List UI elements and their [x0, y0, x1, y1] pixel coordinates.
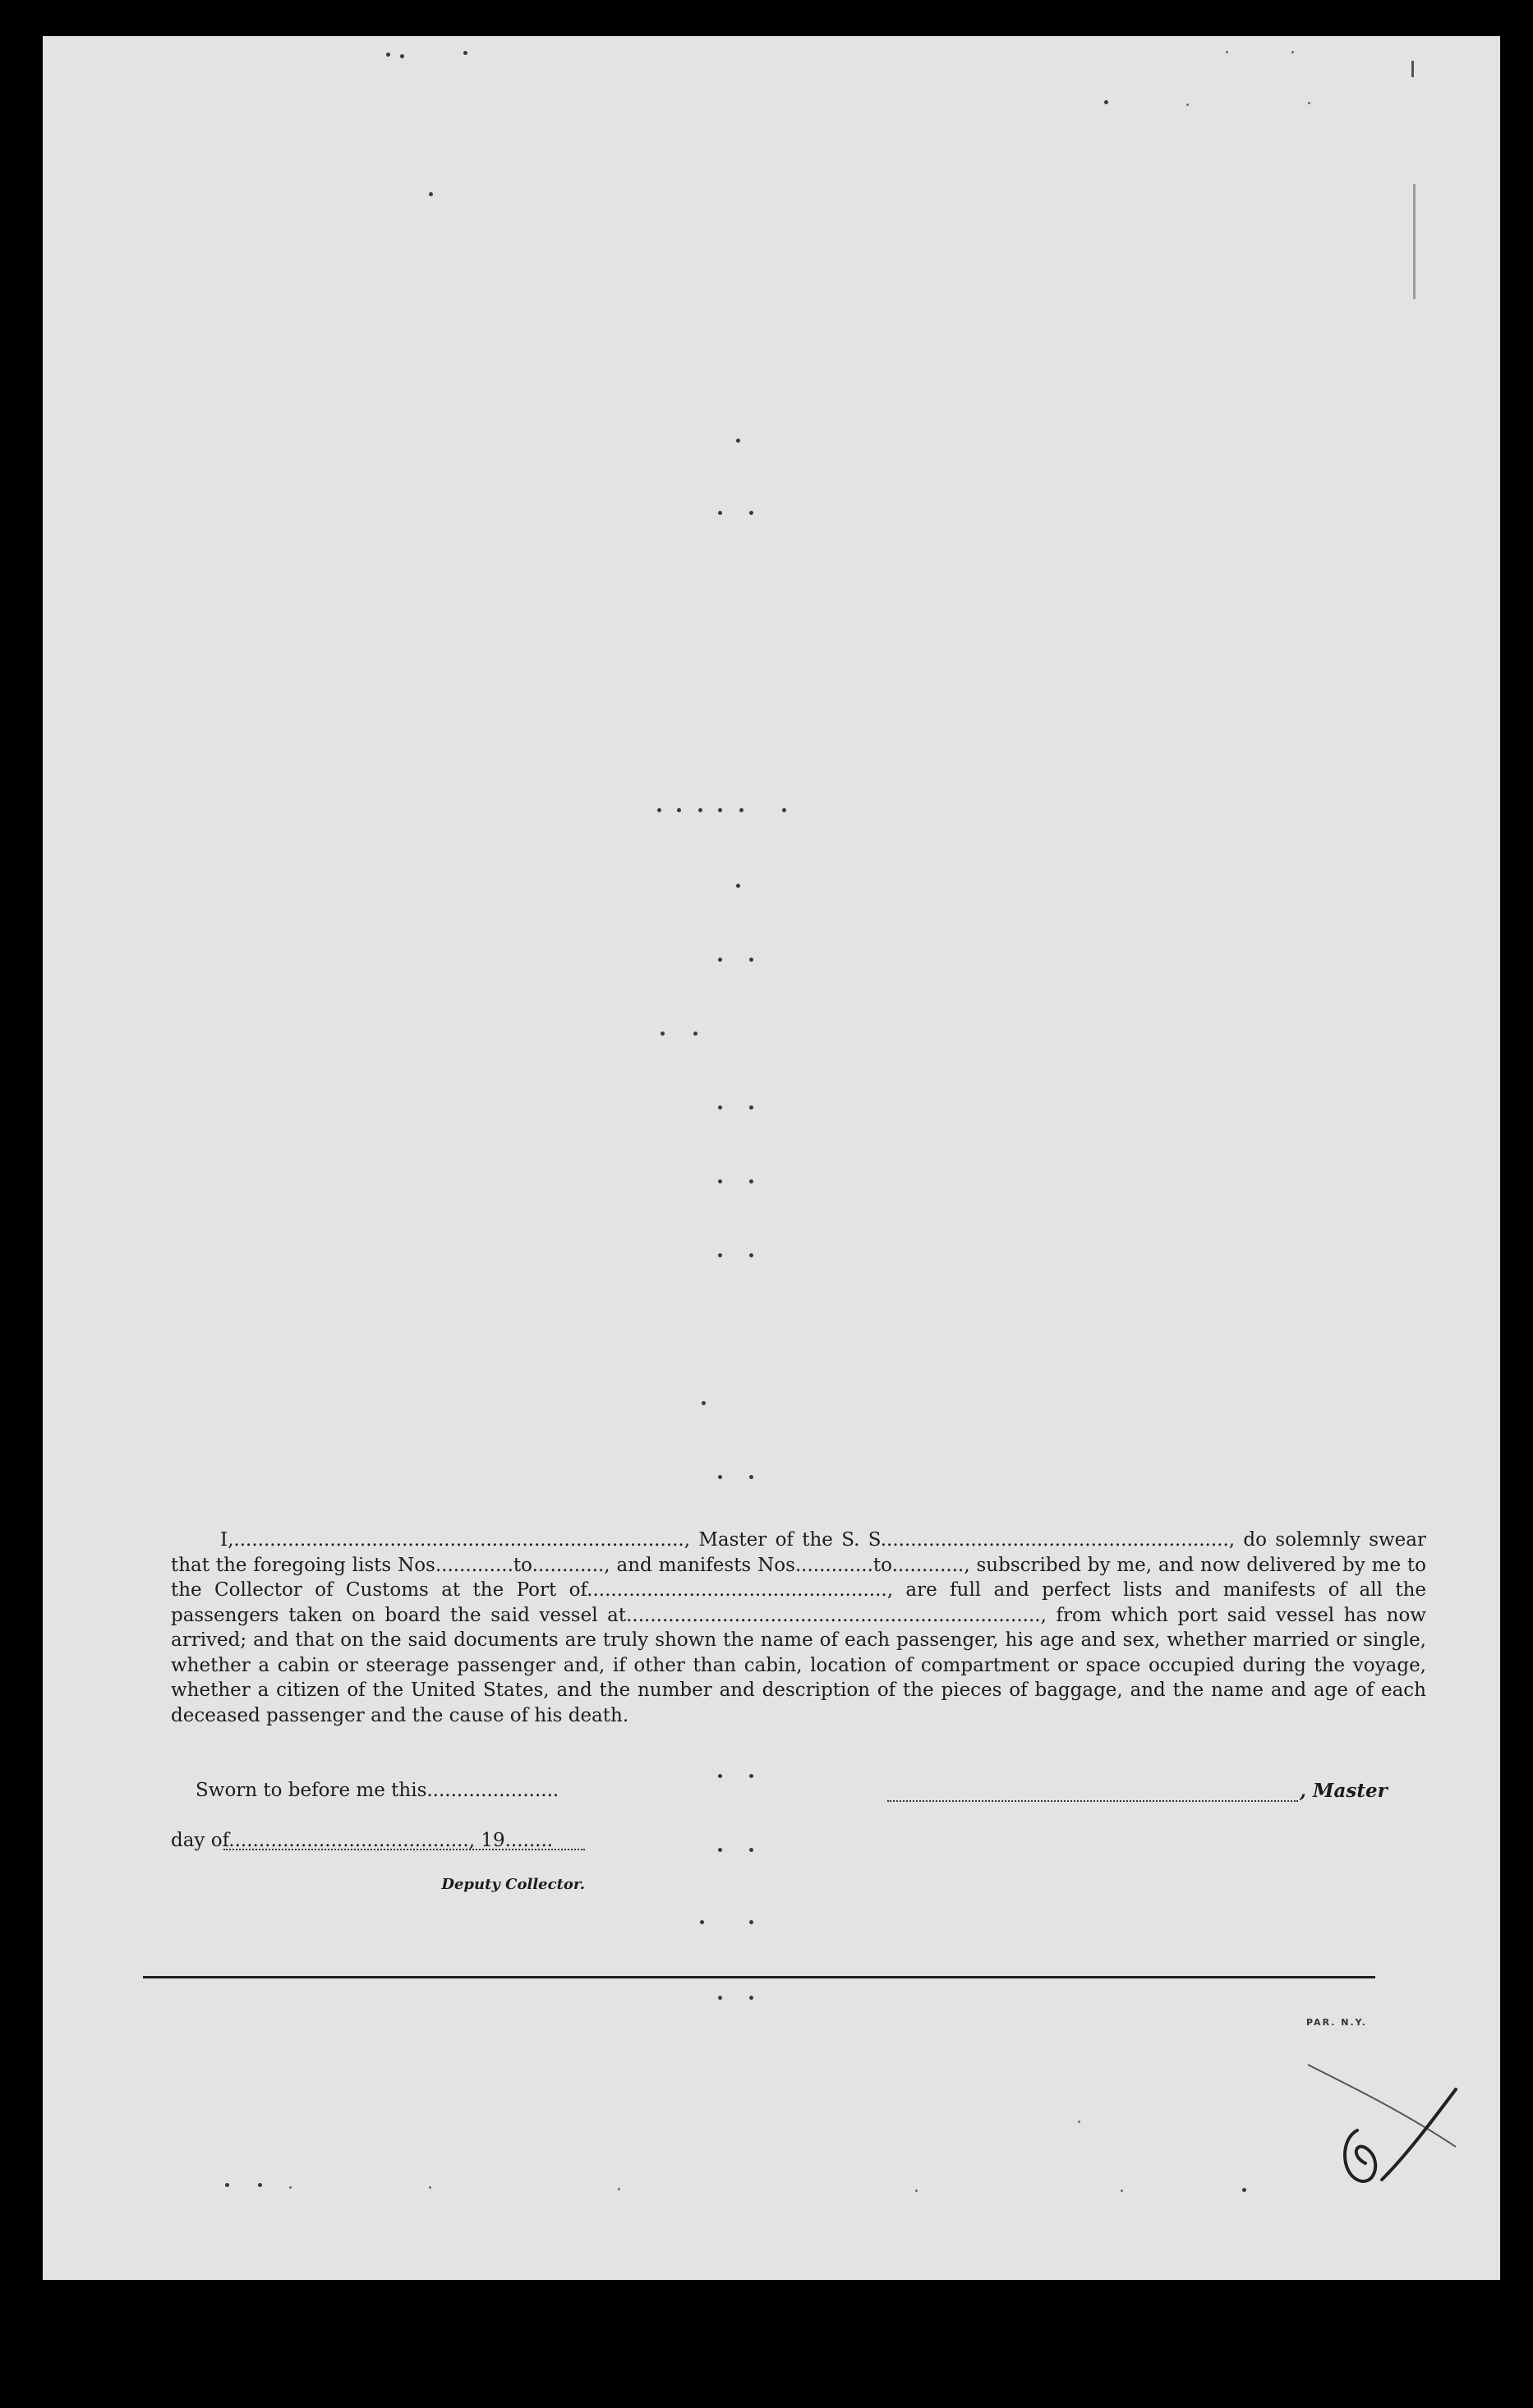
scan-speck [386, 53, 390, 57]
scan-speck [225, 2183, 229, 2187]
scan-speck [718, 1774, 722, 1778]
scan-speck [702, 1401, 706, 1405]
scan-speck [749, 958, 753, 962]
scan-speck [1121, 2190, 1123, 2192]
scan-speck [718, 1105, 722, 1110]
scan-speck [915, 2190, 918, 2192]
scan-speck [258, 2183, 262, 2187]
edge-mark [1411, 61, 1414, 77]
scan-speck [618, 2188, 620, 2190]
scan-speck [736, 884, 740, 888]
master-label: , Master [1300, 1780, 1388, 1802]
scan-speck [718, 1848, 722, 1852]
scan-speck [749, 1253, 753, 1257]
master-signature-line [887, 1800, 1298, 1802]
scan-speck [749, 1848, 753, 1852]
scan-speck [718, 958, 722, 962]
scan-speck [739, 808, 743, 812]
scan-speck [657, 808, 661, 812]
scan-speck [1226, 51, 1228, 53]
scan-speck [718, 1475, 722, 1479]
scan-speck [429, 192, 433, 196]
scan-speck [782, 808, 786, 812]
scan-speck [718, 1996, 722, 2000]
scan-speck [718, 1179, 722, 1183]
scan-speck [289, 2186, 292, 2189]
scan-speck [400, 54, 404, 58]
scan-speck [1308, 102, 1310, 104]
scan-speck [1242, 2188, 1246, 2192]
masters-oath-paragraph: I,..........................................................................., Master of the S. S.........................................................., do solemnly swear that the foregoing lists Nos.............to............, and manifests Nos.............to............, subscribed by me, and now delivered by me to the Collector of Customs at the Port of.................................................., are full and perfect lists and manifests of all the passengers taken on board the said vessel at....................................................................., from which port said vessel has now arrived; and that on the said documents are truly shown the name of each passenger, his age and sex, whether married or single, whether a cabin or steerage passenger and, if other than cabin, location of compartment or space occupied during the voyage, whether a citizen of the United States, and the number and description of the pieces of baggage, and the name and age of each deceased passenger and the cause of his death. [171, 1529, 1426, 1726]
scan-speck [1104, 100, 1108, 104]
scan-speck [749, 1774, 753, 1778]
deputy-collector-label: Deputy Collector. [441, 1876, 585, 1893]
scan-speck [749, 511, 753, 515]
handwritten-page-number [1291, 2056, 1472, 2204]
sworn-to-before-me-line: Sworn to before me this...................... [196, 1780, 559, 1801]
day-of-line: day of........................................, 19........ [171, 1830, 554, 1851]
scan-speck [718, 511, 722, 515]
scan-speck [463, 51, 467, 55]
scan-speck [718, 1253, 722, 1257]
deputy-collector-signature-line [223, 1849, 585, 1850]
scan-speck [749, 1179, 753, 1183]
scan-speck [749, 1996, 753, 2000]
scan-speck [749, 1920, 753, 1924]
manifest-back-page [43, 36, 1500, 2280]
scan-speck [718, 808, 722, 812]
scan-speck [749, 1475, 753, 1479]
footer-rule [143, 1976, 1375, 1978]
scan-speck [736, 439, 740, 443]
edge-mark [1413, 184, 1416, 299]
scan-speck [1291, 51, 1294, 53]
printer-mark: PAR. N.Y. [1306, 2017, 1367, 2028]
scan-speck [700, 1920, 704, 1924]
scan-speck [429, 2186, 431, 2189]
scan-speck [661, 1032, 665, 1036]
scan-speck [749, 1105, 753, 1110]
scan-speck [1186, 103, 1189, 106]
scan-speck [677, 808, 681, 812]
scan-speck [693, 1032, 697, 1036]
scan-speck [698, 808, 702, 812]
scan-speck [1078, 2121, 1080, 2123]
